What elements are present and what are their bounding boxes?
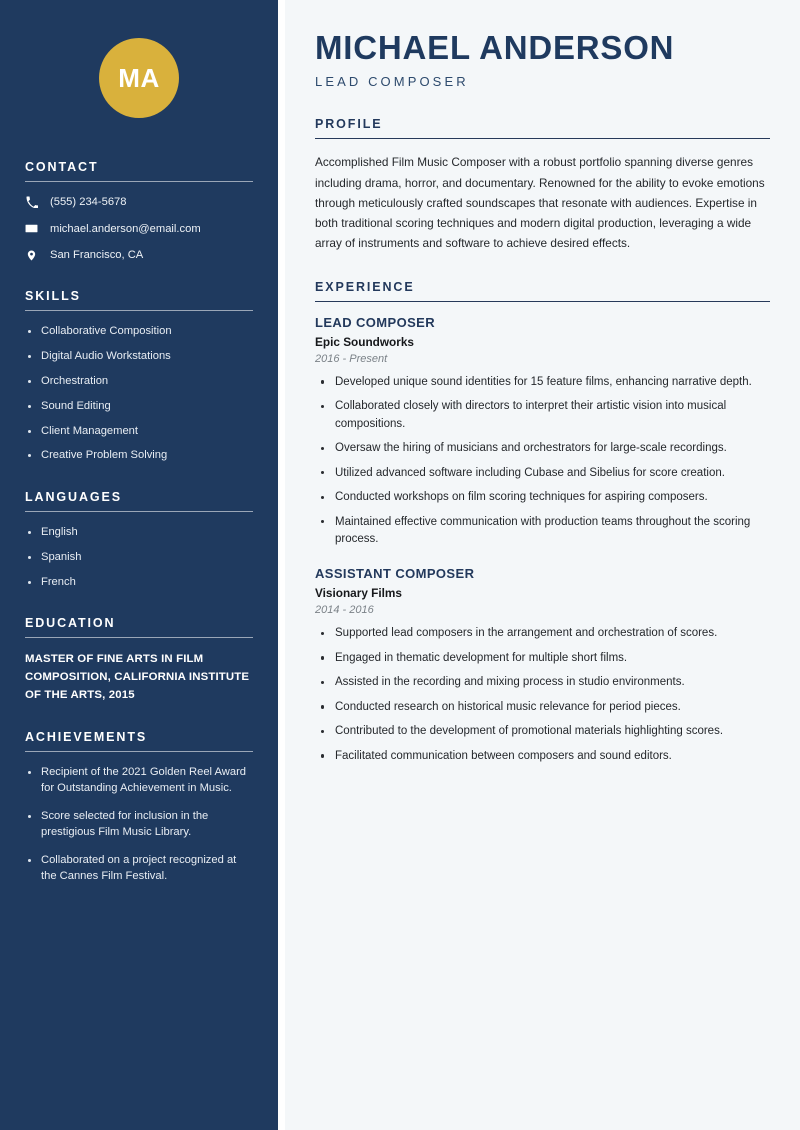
education-divider bbox=[25, 637, 253, 638]
list-item: Facilitated communication between composers and sound editors. bbox=[315, 748, 770, 765]
list-item: Orchestration bbox=[25, 374, 253, 389]
list-item: Supported lead composers in the arrangement and orchestration of scores. bbox=[315, 625, 770, 642]
list-item: Developed unique sound identities for 15 feature films, enhancing narrative depth. bbox=[315, 374, 770, 391]
list-item: Digital Audio Workstations bbox=[25, 349, 253, 364]
sidebar-section-education bbox=[25, 616, 253, 704]
location-pin-icon bbox=[25, 249, 38, 262]
experience-entry bbox=[315, 566, 770, 616]
experience-dates: 2014 - 2016 bbox=[315, 604, 374, 617]
page-title: MICHAEL ANDERSON bbox=[315, 29, 675, 66]
list-item: French bbox=[25, 575, 253, 590]
experience-company: Visionary Films bbox=[315, 586, 402, 601]
sidebar-section-contact bbox=[25, 160, 253, 263]
languages-divider bbox=[25, 511, 253, 512]
list-item: Engaged in thematic development for multiple short films. bbox=[315, 650, 770, 667]
list-item: Collaborated closely with directors to interpret their artistic vision into musical compositions. bbox=[315, 398, 770, 433]
skills-divider bbox=[25, 310, 253, 311]
achievements-divider bbox=[25, 751, 253, 752]
list-item: Maintained effective communication with production teams throughout the scoring process. bbox=[315, 514, 770, 549]
contact-location-value: San Francisco, CA bbox=[50, 249, 144, 262]
section-profile bbox=[315, 117, 770, 253]
contact-email-value: michael.anderson@email.com bbox=[50, 222, 201, 235]
sidebar bbox=[0, 0, 278, 1130]
list-item: Recipient of the 2021 Golden Reel Award for Outstanding Achievement in Music. bbox=[25, 765, 253, 796]
experience-bullets bbox=[315, 374, 770, 549]
list-item: Conducted workshops on film scoring techniques for aspiring composers. bbox=[315, 489, 770, 506]
education-heading: EDUCATION bbox=[25, 616, 116, 631]
list-item: Conducted research on historical music relevance for period pieces. bbox=[315, 699, 770, 716]
list-item: Score selected for inclusion in the prestigious Film Music Library. bbox=[25, 809, 253, 840]
section-experience bbox=[315, 280, 770, 766]
list-item: Client Management bbox=[25, 424, 253, 439]
experience-dates: 2016 - Present bbox=[315, 352, 388, 365]
achievements-heading: ACHIEVEMENTS bbox=[25, 730, 148, 745]
list-item: Utilized advanced software including Cubase and Sibelius for score creation. bbox=[315, 465, 770, 482]
languages-list bbox=[25, 525, 253, 590]
skills-heading: SKILLS bbox=[25, 288, 81, 303]
contact-phone-value: (555) 234-5678 bbox=[50, 196, 127, 208]
experience-job-title: LEAD COMPOSER bbox=[315, 314, 436, 330]
profile-divider bbox=[315, 138, 770, 139]
contact-row-location[interactable] bbox=[25, 248, 253, 263]
list-item: Collaborated on a project recognized at the Cannes Film Festival. bbox=[25, 853, 253, 884]
list-item: Sound Editing bbox=[25, 399, 253, 414]
phone-icon bbox=[25, 196, 38, 208]
contact-row-email[interactable] bbox=[25, 222, 253, 237]
sidebar-gap-strip bbox=[278, 0, 285, 1130]
list-item: Creative Problem Solving bbox=[25, 448, 253, 463]
sidebar-section-languages bbox=[25, 490, 253, 590]
experience-job-title: ASSISTANT COMPOSER bbox=[315, 566, 475, 582]
avatar: MA bbox=[99, 38, 179, 118]
contact-row-phone[interactable] bbox=[25, 195, 253, 210]
profile-text: Accomplished Film Music Composer with a robust portfolio spanning diverse genres including drama, horror, and documentary. Renowned for the ability to evoke emotions through meticulously crafted soundscapes that resonate with audiences. Expertise in both traditional scoring techniques and modern digital production, leveraging a wide array of instruments and software to achieve desired effects. bbox=[315, 155, 765, 251]
skills-list bbox=[25, 324, 253, 464]
sidebar-section-skills bbox=[25, 289, 253, 464]
experience-entry bbox=[315, 315, 770, 365]
avatar-container bbox=[25, 0, 253, 160]
main-content bbox=[285, 0, 800, 1130]
education-entry: MASTER OF FINE ARTS IN FILM COMPOSITION, CALIFORNIA INSTITUTE OF THE ARTS, 2015 bbox=[25, 653, 250, 701]
experience-heading: EXPERIENCE bbox=[315, 279, 415, 294]
achievements-list bbox=[25, 765, 253, 884]
list-item: Collaborative Composition bbox=[25, 324, 253, 339]
list-item: Assisted in the recording and mixing process in studio environments. bbox=[315, 674, 770, 691]
profile-heading: PROFILE bbox=[315, 117, 383, 132]
experience-bullets bbox=[315, 625, 770, 765]
contact-heading: CONTACT bbox=[25, 160, 99, 174]
experience-company: Epic Soundworks bbox=[315, 334, 414, 349]
job-role-subtitle: LEAD COMPOSER bbox=[315, 74, 469, 90]
contact-divider bbox=[25, 181, 253, 182]
email-icon bbox=[25, 222, 38, 235]
experience-divider bbox=[315, 301, 770, 302]
sidebar-section-achievements bbox=[25, 730, 253, 884]
languages-heading: LANGUAGES bbox=[25, 489, 122, 504]
list-item: Spanish bbox=[25, 550, 253, 565]
list-item: Oversaw the hiring of musicians and orchestrators for large-scale recordings. bbox=[315, 440, 770, 457]
list-item: Contributed to the development of promotional materials highlighting scores. bbox=[315, 723, 770, 740]
list-item: English bbox=[25, 525, 253, 540]
